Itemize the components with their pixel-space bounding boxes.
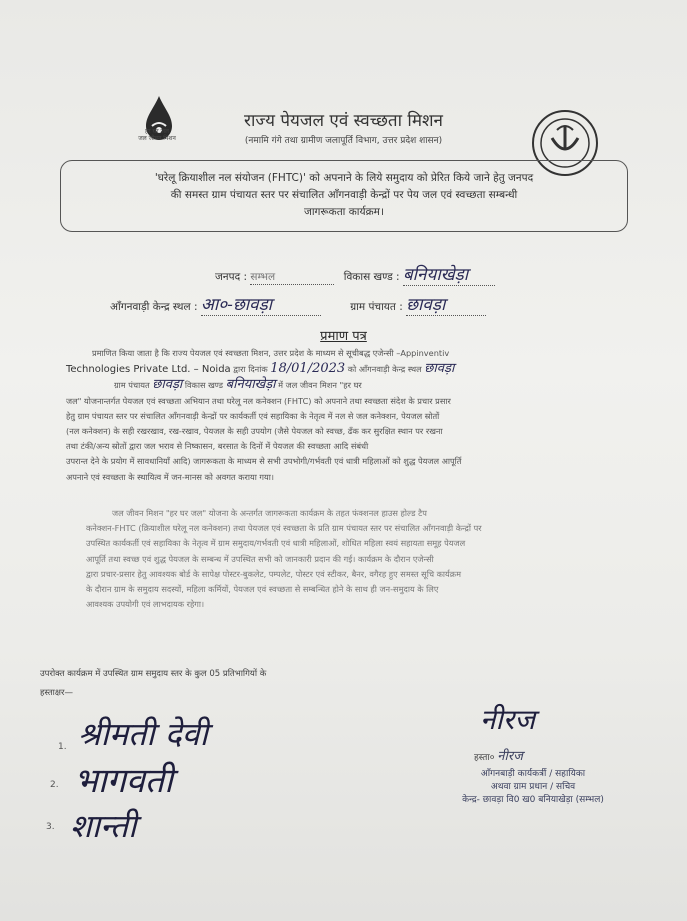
certificate-title: प्रमाण पत्र xyxy=(320,329,367,344)
janpad-field: जनपद : सम्भल विकास खण्ड : बनियाखेड़ा xyxy=(215,262,495,286)
logo-caption: हर घर जल जल जीवन मिशन xyxy=(138,128,176,142)
anganwadi-field: आँगनवाड़ी केन्द्र स्थल : आ०-छावड़ा ग्राम पंचायत : छावड़ा xyxy=(110,292,486,316)
officer-signature: नीरज xyxy=(480,703,536,736)
janpad-value: सम्भल xyxy=(250,271,276,283)
attendance-note: उपरोक्त कार्यक्रम में उपस्थित ग्राम समुदाय स्तर के कुल 05 प्रतिभागियों के हस्ताक्षर— xyxy=(40,669,267,698)
participant-signature-1: श्रीमती देवी xyxy=(78,715,208,753)
campaign-title: 'घरेलू क्रियाशील नल संयोजन (FHTC)' को अपनाने के लिये समुदाय को प्रेरित किये जाने हेतु जनपद की समस्त ग्राम पंचायत स्तर पर संचालित आँगनवाड़ी केन्द्रों पर पेय जल एवं स्वच्छता सम्बन्धी जागरूकता कार्यक्रम। xyxy=(154,172,534,218)
participant-signature-3: शान्ती xyxy=(70,807,137,845)
certificate-paragraph-2: जल जीवन मिशन "हर घर जल" योजना के अन्तर्गत जागरूकता कार्यक्रम के तहत फंक्शनल हाउस होल्ड टैप कनेक्शन-FHTC (क्रियाशील घरेलू नल कनेक्शन) तथा पेयजल एवं स्वच्छता के प्रति ग्राम पंचायत स्तर पर संचालित आँगनवाड़ी केन्द्रों पर उपस्थित कार्यकर्ती एवं सहायिका के नेतृत्व में ग्राम समुदाय/गर्भवती एवं धात्री महिलाओं, शोधित महिला स्वयं सहायता समूह पेयजल आपूर्ति तथा स्वच्छ एवं शुद्ध पेयजल के सम्बन्ध में उपस्थित सभी को जानकारी प्रदान की गई। कार्यक्रम के दौरान एजेन्सी द्वारा प्रचार-प्रसार हेतु आवश्यक बोर्ड के सापेक्ष पोस्टर-बुकलेट, पम्पलेट, पोस्टर एवं स्टीकर, बैनर, वगैरह हुए समस्त सूचि कार्यक्रम के दौरान ग्राम के समुदाय सदस्यों, महिला कर्मियों, पेयजल एवं स्वच्छता से सम्बन्धित होने के साथ ही जन-समुदाय के लिए आवश्यक उपयोगी एवं लाभदायक रहेगा। xyxy=(86,508,482,610)
officer-signature-label: हस्ता० नीरज xyxy=(474,749,523,764)
anganwadi-value: आ०-छावड़ा xyxy=(201,292,321,316)
certificate-paragraph-1: प्रमाणित किया जाता है कि राज्य पेयजल एवं स्वच्छता मिशन, उत्तर प्रदेश के माध्यम से सूचीबद्ध एजेन्सी –Appinventiv Technologies Private Ltd. – Noida द्वारा दिनांक 18/01/2023 को आँगनवाड़ी केन्द्र स्थल छावड़ा ग्राम पंचायत छावड़ा विकास खण्ड बनियाखेड़ा में जल जीवन मिशन "हर घर जल" योजनान्तर्गत पेयजल एवं स्वच्छता अभियान तथा घरेलू नल कनेक्शन (FHTC) को अपनाने तथा स्वच्छता संदेश के प्रचार प्रसार हेतु ग्राम पंचायत स्तर पर संचालित आँगनवाड़ी केन्द्रों पर कार्यकर्ती एवं सहायिका के नेतृत्व में नल से जल कनेक्शन, पेयजल स्रोतों (नल कनेक्शन) के सही रखरखाव, रख-रखाव, पेयजल के सही उपयोग (जैसे पेयजल को स्वच्छ, ढँक कर सुरक्षित स्थान पर रखना तथा टंकी/अन्य स्रोतों द्वारा जल भराव से निष्कासन, बरसात के दिनों में पेयजल की स्वच्छता आदि संबंधी उपरान्त देने के प्रयोग में सावधानियाँ आदि) जागरूकता के माध्यम से सभी उपभोगी/गर्भवती एवं धात्री महिलाओं को शुद्ध पेयजल आपूर्ति अपनाने एवं स्वच्छता के स्थायित्व में जन-मानस को अवगत कराया गया। xyxy=(66,348,462,482)
participant-signature-2: भागवती xyxy=(74,761,173,801)
official-stamp: आँगनबाड़ी कार्यकर्त्री / सहायिका अथवा ग्राम प्रधान / सचिव केन्द्र- छावड़ा वि0 ख0 बनियाखेड़ा (सम्भल) xyxy=(462,769,604,805)
gram-panchayat-value: छावड़ा xyxy=(406,292,486,316)
event-date: 18/01/2023 xyxy=(270,361,346,377)
certificate-page: हर घर जल जल जीवन मिशन राज्य पेयजल एवं स्वच्छता मिशन (नमामि गंगे तथा ग्रामीण जलापूर्ति विभाग, उत्तर प्रदेश शासन) 'घरेलू क्रियाशील नल संयोजन (FHTC)' को अपनाने के लिये समुदाय को प्रेरित किये जाने हेतु जनपद की समस्त ग्राम पंचायत स्तर पर संचालित आँगनवाड़ी केन्द्रों पर पेय जल एवं स्वच्छता सम्बन्धी जागरूकता कार्यक्रम। जनपद : सम्भल विकास खण्ड : बनियाखेड़ा आँगनवाड़ी केन्द्र स्थल : आ०-छावड़ा ग्राम पंचायत : छावड़ा प्रमाण पत्र प्रमाणित किया जाता है कि राज्य पेयजल एवं स्वच्छता मिशन, उत्तर प्रदेश के माध्यम से सूचीबद्ध एजेन्सी –Appinventiv Technologies Private Ltd. – Noida द्वारा दिनांक 18/01/2023 को आँगनवाड़ी केन्द्र स्थल छावड़ा ग्राम पंचायत छावड़ा विकास खण्ड बनियाखेड़ा में जल जीवन मिशन "हर घर जल" योजनान्तर्गत पेयजल एवं स्वच्छता अभियान तथा घरेलू नल कनेक्शन (FHTC) को अपनाने तथा स्वच्छता संदेश के प्रचार प्रसार हेतु ग्राम पंचायत स्तर पर संचालित आँगनवाड़ी केन्द्रों पर कार्यकर्ती एवं सहायिका के नेतृत्व में नल से जल कनेक्शन, पेयजल स्रोतों (नल कनेक्शन) के सही रखरखाव, रख-रखाव, पेयजल के सही उपयोग (जैसे पेयजल को स्वच्छ, ढँक कर सुरक्षित स्थान पर रखना तथा टंकी/अन्य स्रोतों द्वारा जल भराव से निष्कासन, बरसात के दिनों में पेयजल की स्वच्छता आदि संबंधी उपरान्त देने के प्रयोग में सावधानियाँ आदि) जागरूकता के माध्यम से सभी उपभोगी/गर्भवती एवं धात्री महिलाओं को शुद्ध पेयजल आपूर्ति अपनाने एवं स्वच्छता के स्थायित्व में जन-मानस को अवगत कराया गया। जल जीवन मिशन "हर घर जल" योजना के अन्तर्गत जागरूकता कार्यक्रम के तहत फंक्शनल हाउस होल्ड टैप कनेक्शन-FHTC (क्रियाशील घरेलू नल कनेक्शन) तथा पेयजल एवं स्वच्छता के प्रति ग्राम पंचायत स्तर पर संचालित आँगनवाड़ी केन्द्रों पर उपस्थित कार्यकर्ती एवं सहायिका के नेतृत्व में ग्राम समुदाय/गर्भवती एवं धात्री महिलाओं, शोधित महिला स्वयं सहायता समूह पेयजल आपूर्ति तथा स्वच्छ एवं शुद्ध पेयजल के सम्बन्ध में उपस्थित सभी को जानकारी प्रदान की गई। कार्यक्रम के दौरान एजेन्सी द्वारा प्रचार-प्रसार हेतु आवश्यक बोर्ड के सापेक्ष पोस्टर-बुकलेट, पम्पलेट, पोस्टर एवं स्टीकर, बैनर, वगैरह हुए समस्त सूचि कार्यक्रम के दौरान ग्राम के समुदाय सदस्यों, महिला कर्मियों, पेयजल एवं स्वच्छता से सम्बन्धित होने के साथ ही जन-समुदाय के लिए आवश्यक उपयोगी एवं लाभदायक रहेगा। उपरोक्त कार्यक्रम में उपस्थित ग्राम समुदाय स्तर के कुल 05 प्रतिभागियों के हस्ताक्षर— 1. श्रीमती देवी 2. भागवती 3. शान्ती नीरज हस्ता० नीरज आँगनबाड़ी कार्यकर्त्री / सहायिका अथवा ग्राम प्रधान / सचिव केन्द्र- छावड़ा वि0 ख0 बनियाखेड़ा (सम्भल) xyxy=(0,0,687,921)
vikas-khand-value: बनियाखेड़ा xyxy=(403,262,495,286)
mission-title: राज्य पेयजल एवं स्वच्छता मिशन xyxy=(244,111,443,131)
mission-subtitle: (नमामि गंगे तथा ग्रामीण जलापूर्ति विभाग, उत्तर प्रदेश शासन) xyxy=(244,136,443,146)
